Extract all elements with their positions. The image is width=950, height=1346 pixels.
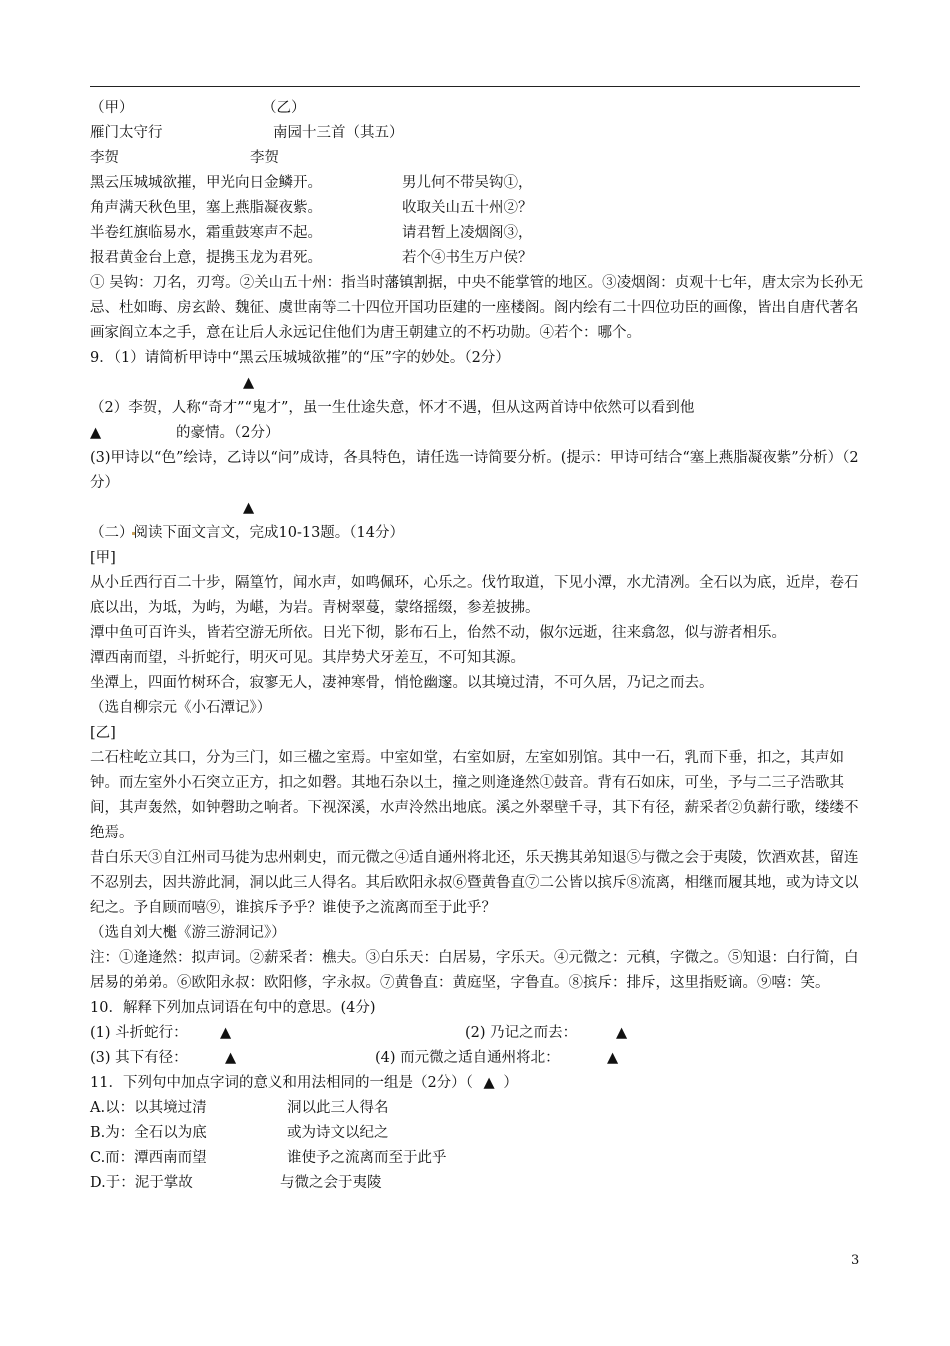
q11-option-b: 洞以此三人得名 (287, 1100, 389, 1116)
q11-option-a: A.以：以其境过清 (90, 1100, 207, 1116)
answer-mark: ▲ (243, 500, 255, 516)
passage-yi-para: 昔白乐天③自江州司马徙为忠州刺史，而元微之④适自通州将北还，乐天携其弟知退⑤与微之会于夷陵，饮酒欢甚，留连不忍别去，因共游此洞，洞以此三人得名。其后欧阳永叔⑥暨黄鲁直⑦二公皆以摈斥⑧流离，相继而履其地，或为诗文以纪之。予自顾而嘻⑨，谁摈斥予乎？谁使予之流离而至于此乎？ (90, 850, 859, 916)
poem-line (90, 221, 865, 246)
answer-mark: ▲ (243, 375, 255, 391)
q10-item: (4) 而元微之适自通州将北： (375, 1050, 560, 1066)
q9-part2-cont (90, 421, 865, 446)
q10-item: (2) 乃记之而去： (465, 1025, 578, 1041)
q10-item: (3) 其下有径： (90, 1050, 188, 1066)
q11-option-a: D.于：泥于掌故 (90, 1175, 193, 1191)
q11-option-b: 与微之会于夷陵 (280, 1175, 382, 1191)
answer-line (90, 496, 865, 521)
q9-part3: (3)甲诗以“色”绘诗，乙诗以“问”成诗，各具特色，请任选一诗简要分析。(提示：甲诗可结合“塞上燕脂凝夜紫”分析）（2分） (90, 450, 859, 491)
answer-mark: ▲ (225, 1050, 237, 1066)
yi-poem-line: 若个④书生万户侯？ (402, 250, 533, 266)
q9-part1: 9．（1）请简析甲诗中“黑云压城城欲摧”的“压”字的妙处。（2分） (90, 350, 510, 366)
q11-option (90, 1096, 865, 1121)
passage-jia-para: 潭西南而望，斗折蛇行，明灭可见。其岸势犬牙差互，不可知其源。 (90, 650, 525, 666)
q11-option-b: 谁使予之流离而至于此乎 (287, 1150, 447, 1166)
q11-stem (90, 1071, 865, 1096)
poem-authors (90, 146, 865, 171)
q11-option-a: B.为：全石以为底 (90, 1125, 207, 1141)
passage-jia-tag: [甲] (90, 550, 116, 566)
poem-tags (90, 96, 865, 121)
passage-yi-para: 二石柱屹立其口，分为三门，如三楹之室焉。中室如堂，右室如厨，左室如别馆。其中一石，乳而下垂，扣之，其声如钟。而左室外小石突立正方，扣之如磬。其地石杂以土，撞之则逄逄然①鼓音。背有石如床，可坐，予与二三子浩歌其间，其声轰然，如钟磬助之响者。下视深溪，水声泠然出地底。溪之外翠壁千寻，其下有径，薪采者②负薪行歌，缕缕不绝焉。 (90, 750, 859, 841)
answer-line (90, 371, 865, 396)
answer-mark: ▲ (220, 1025, 232, 1041)
q10-stem: 10．解释下列加点词语在句中的意思。(4分) (90, 1000, 376, 1016)
jia-poem-line: 黑云压城城欲摧，甲光向日金鳞开。 (90, 175, 322, 191)
q11-option-a: C.而：潭西南而望 (90, 1150, 207, 1166)
q11-option-b: 或为诗文以纪之 (287, 1125, 389, 1141)
answer-mark: ▲ (616, 1025, 628, 1041)
yi-poem-line: 请君暂上凌烟阁③， (402, 225, 533, 241)
section2-heading: （二）阅读下面文言文，完成10-13题。（14分） (90, 525, 404, 541)
yi-poem-line: 收取关山五十州②？ (402, 200, 533, 216)
passage-jia-para: 潭中鱼可百许头，皆若空游无所依。日光下彻，影布石上，佁然不动，俶尔远逝，往来翕忽，似与游者相乐。 (90, 625, 786, 641)
q11-option (90, 1171, 865, 1196)
yi-poem-line: 男儿何不带吴钩①， (402, 175, 533, 191)
q11-stem-close: ） (503, 1075, 518, 1091)
passage-yi-tag: [乙] (90, 725, 116, 741)
header-rule (90, 86, 860, 87)
answer-mark: ▲ (90, 425, 102, 441)
poem-titles (90, 121, 865, 146)
q10-row (90, 1021, 865, 1046)
poem-yi-title: 南园十三首（其五） (273, 125, 404, 141)
q9-part2-tail: 的豪情。（2分） (176, 425, 280, 441)
poem-notes: ① 吴钩：刀名，刃弯。②关山五十州：指当时藩镇割据，中央不能掌管的地区。③凌烟阁：贞观十七年，唐太宗为长孙无忌、杜如晦、房玄龄、魏征、虞世南等二十四位开国功臣建的一座楼阁。阁内绘有二十四位功臣的画像，皆出自唐代著名画家阎立本之手，意在让后人永远记住他们为唐王朝建立的不朽功勋。④若个：哪个。 (90, 275, 864, 341)
q10-row (90, 1046, 865, 1071)
poem-line (90, 171, 865, 196)
jia-poem-line: 角声满天秋色里，塞上燕脂凝夜紫。 (90, 200, 322, 216)
poem-jia-title: 雁门太守行 (90, 125, 163, 141)
passage-yi-notes: 注：①逄逄然：拟声词。②薪采者：樵夫。③白乐天：白居易，字乐天。④元微之：元稹，字微之。⑤知退：白行简，白居易的弟弟。⑥欧阳永叔：欧阳修，字永叔。⑦黄鲁直：黄庭坚，字鲁直。⑧摈斥：排斥，这里指贬谪。⑨嘻：笑。 (90, 950, 859, 991)
jia-poem-line: 半卷红旗临易水，霜重鼓寒声不起。 (90, 225, 322, 241)
q10-item: (1) 斗折蛇行： (90, 1025, 188, 1041)
poem-line (90, 246, 865, 271)
exam-page (90, 96, 865, 1196)
passage-jia-source: （选自柳宗元《小石潭记》） (90, 700, 272, 716)
answer-mark: ▲ (483, 1075, 495, 1091)
poem-yi-author: 李贺 (250, 150, 279, 166)
poem-jia-author: 李贺 (90, 150, 119, 166)
poem-line (90, 196, 865, 221)
answer-mark: ▲ (607, 1050, 619, 1066)
poem-yi-tag: （乙） (262, 100, 306, 116)
q11-stem-text: 11．下列句中加点字词的意义和用法相同的一组是（2分）（ (90, 1075, 473, 1091)
page-number: 3 (851, 1253, 860, 1268)
passage-yi-source: （选自刘大櫆《游三游洞记》） (90, 925, 286, 941)
passage-jia-para: 从小丘西行百二十步，隔篁竹，闻水声，如鸣佩环，心乐之。伐竹取道，下见小潭，水尤清冽。全石以为底，近岸，卷石底以出，为坻，为屿，为嵁，为岩。青树翠蔓，蒙络摇缀，参差披拂。 (90, 575, 859, 616)
q11-option (90, 1146, 865, 1171)
poem-jia-tag: （甲） (90, 100, 134, 116)
q9-part2: （2）李贺，人称“奇才”“鬼才”，虽一生仕途失意，怀才不遇，但从这两首诗中依然可以看到他 (90, 400, 695, 416)
jia-poem-line: 报君黄金台上意，提携玉龙为君死。 (90, 250, 322, 266)
passage-jia-para: 坐潭上，四面竹树环合，寂寥无人，凄神寒骨，悄怆幽邃。以其境过清，不可久居，乃记之而去。 (90, 675, 714, 691)
q11-option (90, 1121, 865, 1146)
